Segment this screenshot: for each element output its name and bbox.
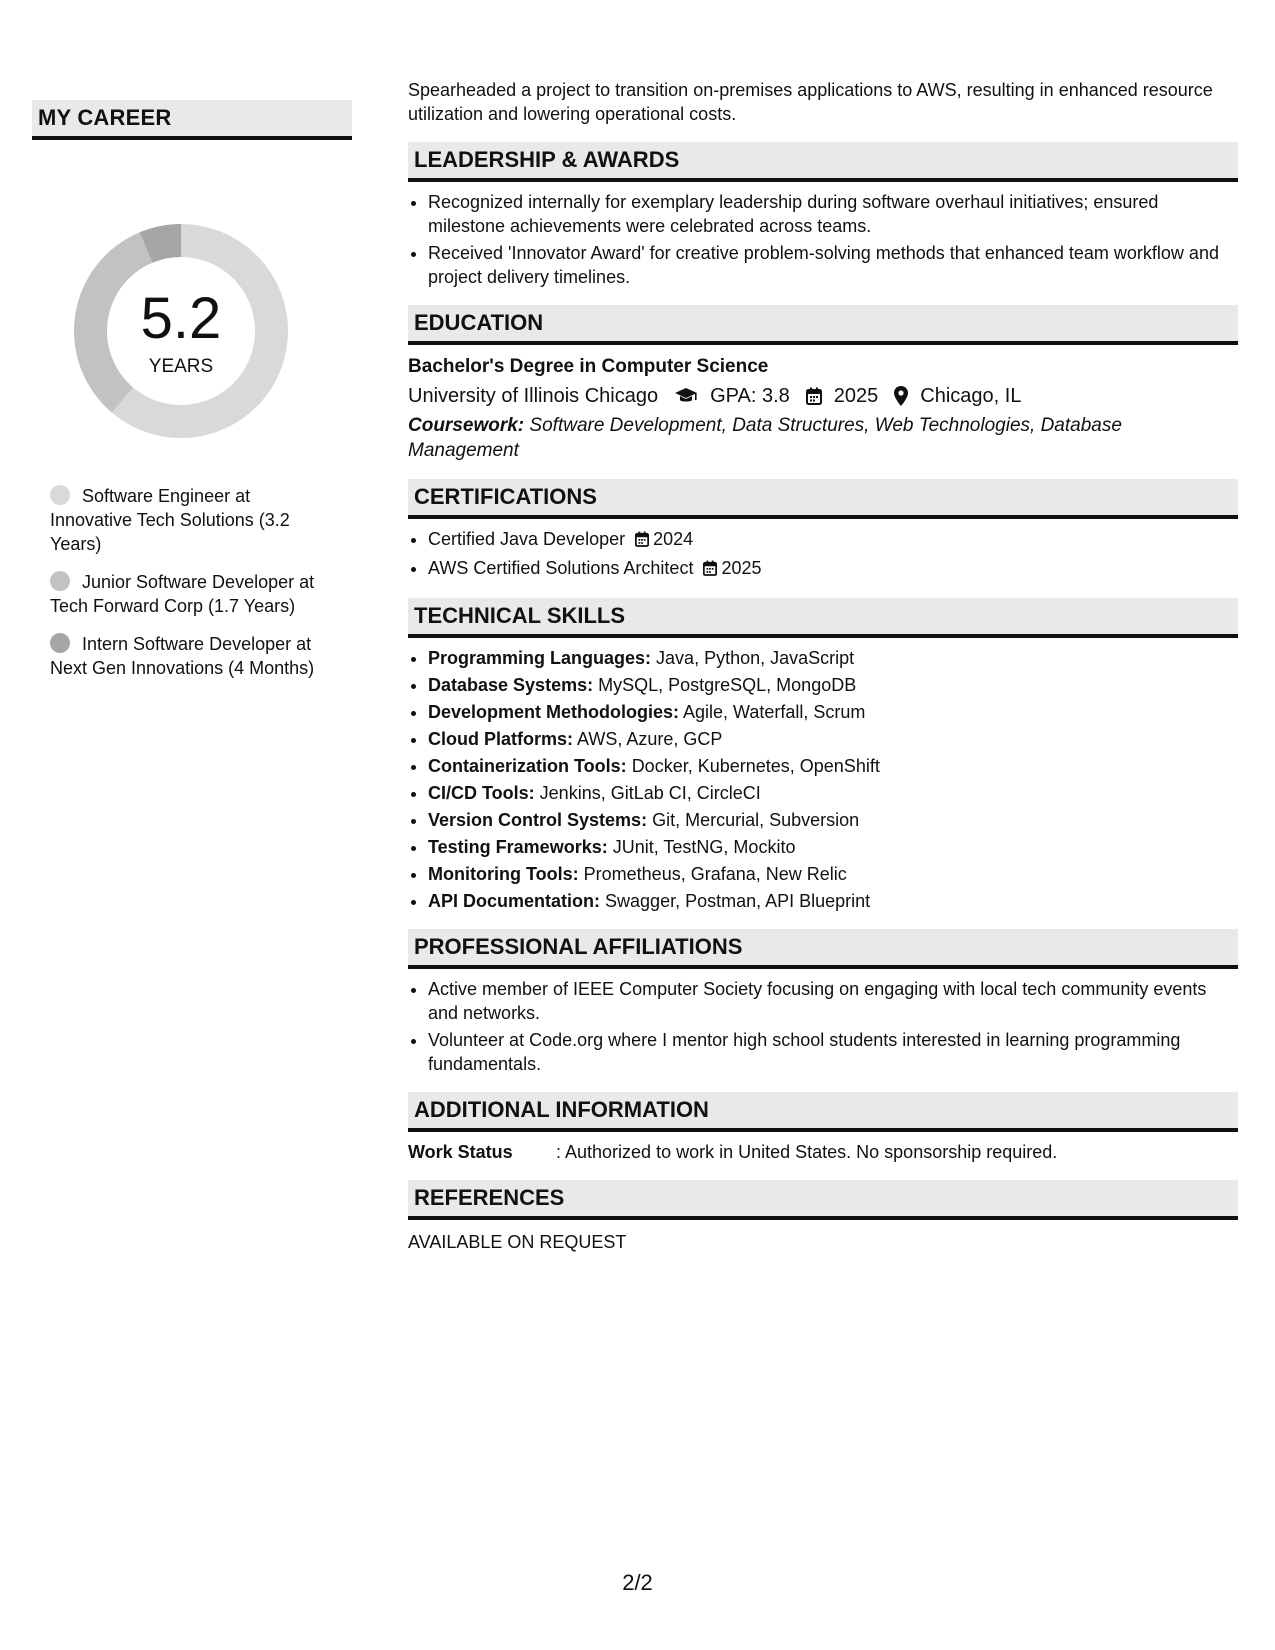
- main-column: [408, 78, 1238, 1254]
- graduation-year: 2025: [833, 385, 879, 407]
- calendar-icon: [703, 558, 717, 582]
- skill-value: JUnit, TestNG, Mockito: [612, 837, 796, 857]
- certifications-section: [408, 479, 1238, 582]
- skill-value: Agile, Waterfall, Scrum: [683, 702, 866, 722]
- list-item: [428, 556, 1238, 582]
- school-name: University of Illinois Chicago: [408, 385, 659, 407]
- skill-value: Java, Python, JavaScript: [656, 648, 855, 668]
- education-heading: EDUCATION: [408, 305, 1238, 345]
- skill-value: Prometheus, Grafana, New Relic: [583, 864, 847, 884]
- skill-label: Testing Frameworks:: [428, 837, 608, 857]
- donut-center: [66, 216, 296, 446]
- education-location: Chicago, IL: [920, 385, 1022, 407]
- skills-heading: TECHNICAL SKILLS: [408, 598, 1238, 638]
- skill-label: API Documentation:: [428, 891, 601, 911]
- skill-label: Database Systems:: [428, 675, 594, 695]
- education-entry: [408, 353, 1238, 463]
- skill-item: [428, 781, 1238, 805]
- list-item: • Received 'Innovator Award' for creative problem-solving methods that enhanced team workflow and project delivery timelines.: [428, 241, 1238, 289]
- leadership-section: [408, 142, 1238, 289]
- certifications-list: [408, 527, 1238, 582]
- skill-value: AWS, Azure, GCP: [577, 729, 723, 749]
- legend-item: [50, 632, 330, 680]
- calendar-icon: [635, 529, 649, 553]
- additional-info-heading: ADDITIONAL INFORMATION: [408, 1092, 1238, 1132]
- skill-item: [428, 862, 1238, 886]
- leadership-list: [408, 190, 1238, 289]
- affiliations-list: [408, 977, 1238, 1076]
- legend-dot-icon: [50, 633, 70, 653]
- coursework: [408, 413, 1238, 463]
- legend-label: Intern Software Developer at Next Gen Innovations (4 Months): [50, 634, 315, 678]
- skill-label: Development Methodologies:: [428, 702, 680, 722]
- skill-item: [428, 754, 1238, 778]
- work-status-label: Work Status: [408, 1142, 513, 1162]
- skill-value: MySQL, PostgreSQL, MongoDB: [598, 675, 857, 695]
- list-item: • Recognized internally for exemplary leadership during software overhaul initiatives; ensured milestone achievements were celebrated across teams.: [428, 190, 1238, 238]
- list-item: • Active member of IEEE Computer Society focusing on engaging with local tech community events and networks.: [428, 977, 1238, 1025]
- references-section: [408, 1180, 1238, 1254]
- calendar-icon: [806, 387, 822, 405]
- career-donut-chart: [66, 216, 296, 446]
- certification-name: Certified Java Developer: [428, 529, 626, 549]
- work-status-value: : Authorized to work in United States. No sponsorship required.: [556, 1142, 1058, 1162]
- certification-name: AWS Certified Solutions Architect: [428, 558, 694, 578]
- skill-value: Docker, Kubernetes, OpenShift: [631, 756, 880, 776]
- skill-item: [428, 673, 1238, 697]
- degree-title: Bachelor's Degree in Computer Science: [408, 356, 769, 377]
- skill-item: [428, 889, 1238, 913]
- coursework-label: Coursework:: [408, 415, 525, 436]
- career-total-value: 5.2: [140, 286, 222, 351]
- affiliations-section: [408, 929, 1238, 1076]
- coursework-list: Software Development, Data Structures, Web Technologies, Database Management: [408, 415, 1122, 461]
- skill-item: [428, 808, 1238, 832]
- skill-value: Git, Mercurial, Subversion: [652, 810, 860, 830]
- skill-value: Jenkins, GitLab CI, CircleCI: [539, 783, 761, 803]
- skill-item: [428, 700, 1238, 724]
- legend-dot-icon: [50, 485, 70, 505]
- skill-label: CI/CD Tools:: [428, 783, 535, 803]
- list-item: • Volunteer at Code.org where I mentor high school students interested in learning programming fundamentals.: [428, 1028, 1238, 1076]
- legend-item: [50, 484, 330, 556]
- skill-item: [428, 835, 1238, 859]
- skills-section: [408, 598, 1238, 913]
- career-heading: MY CAREER: [32, 100, 352, 140]
- list-item: [428, 527, 1238, 553]
- education-meta: [408, 381, 1238, 411]
- career-sidebar: [32, 100, 352, 694]
- skill-item: [428, 646, 1238, 670]
- affiliations-heading: PROFESSIONAL AFFILIATIONS: [408, 929, 1238, 969]
- skill-value: Swagger, Postman, API Blueprint: [605, 891, 871, 911]
- legend-label: Junior Software Developer at Tech Forward Corp (1.7 Years): [50, 572, 315, 616]
- certification-year: 2024: [653, 529, 694, 549]
- skill-label: Cloud Platforms:: [428, 729, 574, 749]
- skill-label: Programming Languages:: [428, 648, 652, 668]
- references-heading: REFERENCES: [408, 1180, 1238, 1220]
- legend-dot-icon: [50, 571, 70, 591]
- legend-item: [50, 570, 330, 618]
- gpa: GPA: 3.8: [710, 385, 790, 407]
- skills-list: [408, 646, 1238, 913]
- skill-label: Version Control Systems:: [428, 810, 648, 830]
- work-status-row: [408, 1140, 1238, 1164]
- location-pin-icon: [894, 386, 908, 406]
- intro-text: Spearheaded a project to transition on-premises applications to AWS, resulting in enhanced resource utilization and lowering operational costs.: [408, 80, 1213, 124]
- additional-info-section: [408, 1092, 1238, 1164]
- references-text: AVAILABLE ON REQUEST: [408, 1232, 627, 1252]
- skill-label: Containerization Tools:: [428, 756, 627, 776]
- skill-item: [428, 727, 1238, 751]
- certifications-heading: CERTIFICATIONS: [408, 479, 1238, 519]
- career-total-unit: YEARS: [148, 356, 214, 377]
- certification-year: 2025: [721, 558, 762, 578]
- leadership-heading: LEADERSHIP & AWARDS: [408, 142, 1238, 182]
- education-section: [408, 305, 1238, 463]
- page-number: 2/2: [622, 1570, 653, 1595]
- legend-label: Software Engineer at Innovative Tech Solutions (3.2 Years): [50, 486, 290, 554]
- skill-label: Monitoring Tools:: [428, 864, 579, 884]
- career-legend: [50, 484, 330, 680]
- graduation-cap-icon: [674, 387, 698, 405]
